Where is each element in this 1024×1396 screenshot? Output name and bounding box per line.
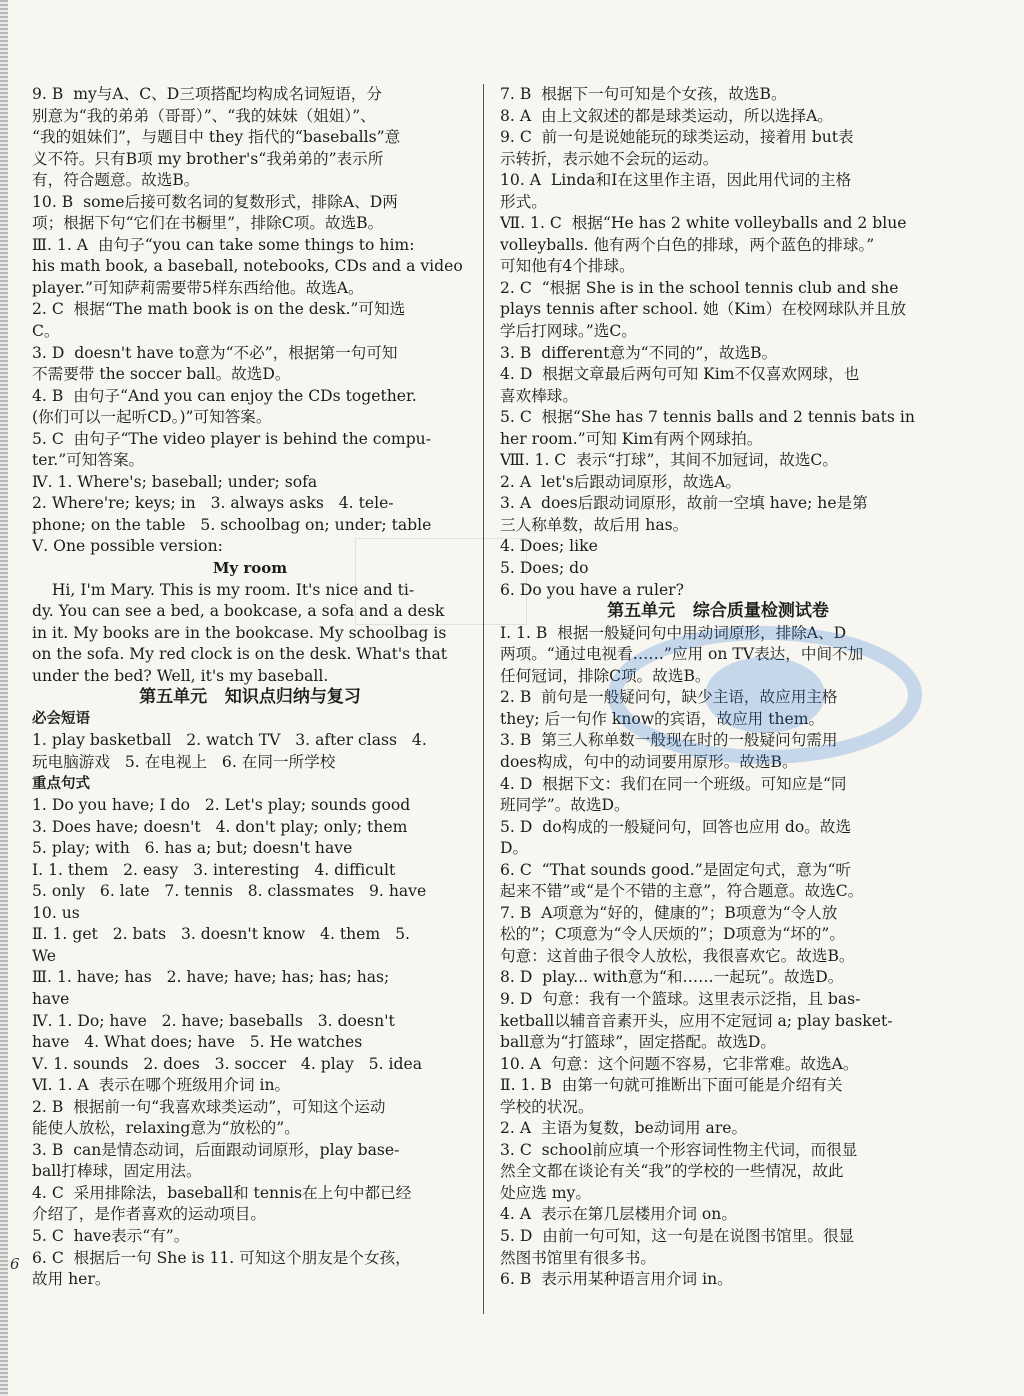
text-line: ter.”可知答案。 [32,451,145,470]
text-line: 4. D 根据文章最后两句可知 Kim不仅喜欢网球，也 [500,365,860,384]
text-line: 学校的状况。 [500,1097,594,1116]
text-line: Hi, I'm Mary. This is my room. It's nice and ti- [32,580,415,599]
text-line: 5. C have表示“有”。 [32,1226,190,1245]
text-line: 1. play basketball 2. watch TV 3. after class 4. [32,731,427,750]
text-line: 5. play; with 6. has a; but; doesn't have [32,839,353,858]
text-line: 3. A does后跟动词原形，故前一空填 have; he是第 [500,494,868,513]
text-line: 10. B some后接可数名词的复数形式，排除A、D两 [32,192,398,211]
text-line: ketball以辅音音素开头，应用不定冠词 a; play basket- [500,1011,893,1030]
text-line: 义不符。只有B项 my brother's“我弟弟的”表示所 [32,149,384,168]
text-line: 处应选 my。 [500,1183,591,1202]
text-line: 2. A 主语为复数，be动词用 are。 [500,1119,748,1138]
text-line: player.”可知萨莉需要带5样东西给他。故选A。 [32,278,364,297]
text-line: 4. Does; like [500,537,598,556]
text-line: 6. C “That sounds good.”是固定句式，意为“听 [500,860,852,879]
text-line: on the sofa. My red clock is on the desk. What's that [32,645,448,664]
text-line: Ⅴ. One possible version: [32,537,223,556]
section-heading: 第五单元 综合质量检测试卷 [607,601,829,622]
text-line: 3. D doesn't have to意为“不必”，根据第一句可知 [32,343,398,362]
text-line: have 4. What does; have 5. He watches [32,1033,363,1052]
text-line: 班同学”。故选D。 [500,796,630,815]
text-line: 6. B 表示用某种语言用介词 in。 [500,1270,733,1289]
text-line: they; 后一句作 know的宾语，故应用 them。 [500,709,825,728]
text-line: Ⅶ. 1. C 根据“He has 2 white volleyballs and 2 blue [500,214,907,233]
text-line: 可知他有4个排球。 [500,257,635,276]
text-line: Ⅲ. 1. A 由句子“you can take some things to him: [32,235,415,254]
text-line: 5. only 6. late 7. tennis 8. classmates 9. have [32,882,427,901]
text-line: 3. B can是情态动词，后面跟动词原形，play base- [32,1140,400,1159]
text-line: 2. A let's后跟动词原形，故选A。 [500,472,741,491]
text-line: phone; on the table 5. schoolbag on; under; table [32,515,432,534]
text-line: 4. C 采用排除法，baseball和 tennis在上句中都已经 [32,1183,412,1202]
text-line: her room.”可知 Kim有两个网球拍。 [500,429,763,448]
text-line: D。 [500,839,529,858]
text-line: (你们可以一起听CD。)”可知答案。 [32,408,272,427]
text-line: 能使人放松，relaxing意为“放松的”。 [32,1119,300,1138]
text-line: plays tennis after school. 她（Kim）在校网球队并且放 [500,300,906,319]
text-line: 9. B my与A、C、D三项搭配均构成名词短语，分 [32,85,382,103]
text-line: Ⅱ. 1. B 由第一句就可推断出下面可能是介绍有关 [500,1076,843,1095]
text-line: 2. B 前句是一般疑问句，缺少主语，故应用主格 [500,688,838,707]
right-column [500,84,936,1326]
text-line: C。 [32,322,60,341]
text-line: 形式。 [500,192,547,211]
text-line: 4. B 由句子“And you can enjoy the CDs together. [32,386,417,405]
text-line: 项；根据下句“它们在书橱里”，排除C项。故选B。 [32,214,384,233]
text-line: 6. Do you have a ruler? [500,580,684,599]
text-line: 3. Does have; doesn't 4. don't play; only; them [32,817,408,836]
text-line: volleyballs. 他有两个白色的排球，两个蓝色的排球。” [500,235,875,254]
text-line: 三人称单数，故后用 has。 [500,515,689,534]
text-line: 3. B 第三人称单数一般现在时的一般疑问句需用 [500,731,838,750]
text-line: Ⅳ. 1. Do; have 2. have; baseballs 3. doesn't [32,1011,395,1030]
essay-title: My room [212,559,288,578]
text-line: 介绍了，是作者喜欢的运动项目。 [32,1205,266,1224]
text-line: Ⅷ. 1. C 表示“打球”，其间不加冠词，故选C。 [500,451,838,470]
text-line: his math book, a baseball, notebooks, CDs and a video [32,257,463,276]
text-line: in it. My books are in the bookcase. My schoolbag is [32,623,447,642]
text-line: 别意为“我的弟弟（哥哥）”、“我的妹妹（姐姐）”、 [32,106,376,125]
text-line: 喜欢棒球。 [500,386,578,405]
text-line: 有，符合题意。故选B。 [32,171,200,190]
text-line: 8. D play... with意为“和……一起玩”。故选D。 [500,968,844,987]
text-line: 6. C 根据后一句 She is 11. 可知这个朋友是个女孩， [32,1248,411,1267]
text-line: 然图书馆里有很多书。 [500,1248,656,1267]
text-line: 然全文都在谈论有关“我”的学校的一些情况，故此 [500,1162,844,1181]
text-line: 4. D 根据下文：我们在同一个班级。可知应是“同 [500,774,847,793]
text-line: “我的姐妹们”，与题目中 they 指代的“baseballs”意 [32,128,401,147]
text-line: ball意为“打篮球”，固定搭配。故选D。 [500,1033,777,1052]
text-line: 不需要带 the soccer ball。故选D。 [32,365,291,384]
text-line: 5. C 由句子“The video player is behind the compu- [32,429,431,448]
text-line: 2. C 根据“The math book is on the desk.”可知选 [32,300,406,319]
text-line: does构成，句中的动词要用原形。故选B。 [500,752,798,771]
text-line: 学后打网球。”选C。 [500,322,637,341]
text-line: 任何冠词，排除C项。故选B。 [500,666,711,685]
text-line: 7. B 根据下一句可知是个女孩，故选B。 [500,85,787,103]
text-line: 10. A Linda和I在这里作主语，因此用代词的主格 [500,171,852,190]
text-line: 1. Do you have; I do 2. Let's play; sounds good [32,796,411,815]
text-line: Ⅳ. 1. Where's; baseball; under; sofa [32,472,318,491]
text-line: 7. B A项意为“好的，健康的”；B项意为“令人放 [500,903,838,922]
text-line: 2. C “根据 She is in the school tennis club and she [500,278,899,297]
text-line: 示转折，表示她不会玩的运动。 [500,149,719,168]
text-line: 5. C 根据“She has 7 tennis balls and 2 tennis bats in [500,408,915,427]
text-line: 3. C school前应填一个形容词性物主代词，而很显 [500,1140,858,1159]
text-line: Ⅰ. 1. them 2. easy 3. interesting 4. difficult [32,860,396,879]
text-line: 5. D 由前一句可知，这一句是在说图书馆里。很显 [500,1226,855,1245]
text-line: 句意：这首曲子很令人放松，我很喜欢它。故选B。 [500,946,855,965]
text-line: Ⅴ. 1. sounds 2. does 3. soccer 4. play 5. idea [32,1054,423,1073]
left-column [32,84,468,1326]
subsection-label: 必会短语 [32,710,90,727]
text-line: 起来不错”或“是个不错的主意”，符合题意。故选C。 [500,882,864,901]
text-line: 4. A 表示在第几层楼用介词 on。 [500,1205,737,1224]
text-line: 8. A 由上文叙述的都是球类运动，所以选择A。 [500,106,833,125]
text-line: 3. B different意为“不同的”，故选B。 [500,343,778,362]
text-line: 2. Where're; keys; in 3. always asks 4. tele- [32,494,394,513]
text-line: 5. D do构成的一般疑问句，回答也应用 do。故选 [500,817,852,836]
text-line: 故用 her。 [32,1270,111,1289]
text-line: We [32,946,56,965]
text-line: have [32,989,70,1008]
text-line: 10. us [32,903,80,922]
text-line: 松的”；C项意为“令人厌烦的”；D项意为“坏的”。 [500,925,845,944]
column-divider [483,84,484,1314]
text-line: dy. You can see a bed, a bookcase, a sofa and a desk [32,602,445,621]
subsection-label: 重点句式 [32,775,90,792]
text-line: Ⅱ. 1. get 2. bats 3. doesn't know 4. them 5. [32,925,410,944]
text-line: 10. A 句意：这个问题不容易，它非常难。故选A。 [500,1054,859,1073]
text-line: 2. B 根据前一句“我喜欢球类运动”，可知这个运动 [32,1097,386,1116]
page-number: 6 [10,1255,20,1273]
page-binding-edge [0,0,8,1396]
section-heading: 第五单元 知识点归纳与复习 [139,687,361,708]
text-line: under the bed? Well, it's my baseball. [32,666,329,685]
text-line: Ⅰ. 1. B 根据一般疑问句中用动词原形，排除A、D [500,623,847,642]
text-line: ball打棒球，固定用法。 [32,1162,202,1181]
text-line: 9. D 句意：我有一个篮球。这里表示泛指，且 bas- [500,989,861,1008]
text-line: Ⅲ. 1. have; has 2. have; have; has; has; has; [32,968,390,987]
text-line: 玩电脑游戏 5. 在电视上 6. 在同一所学校 [32,752,336,771]
text-line: 5. Does; do [500,559,589,578]
text-line: 9. C 前一句是说她能玩的球类运动，接着用 but表 [500,128,854,147]
text-line: Ⅵ. 1. A 表示在哪个班级用介词 in。 [32,1076,291,1095]
text-line: 两项。“通过电视看……”应用 on TV表达，中间不加 [500,645,864,664]
